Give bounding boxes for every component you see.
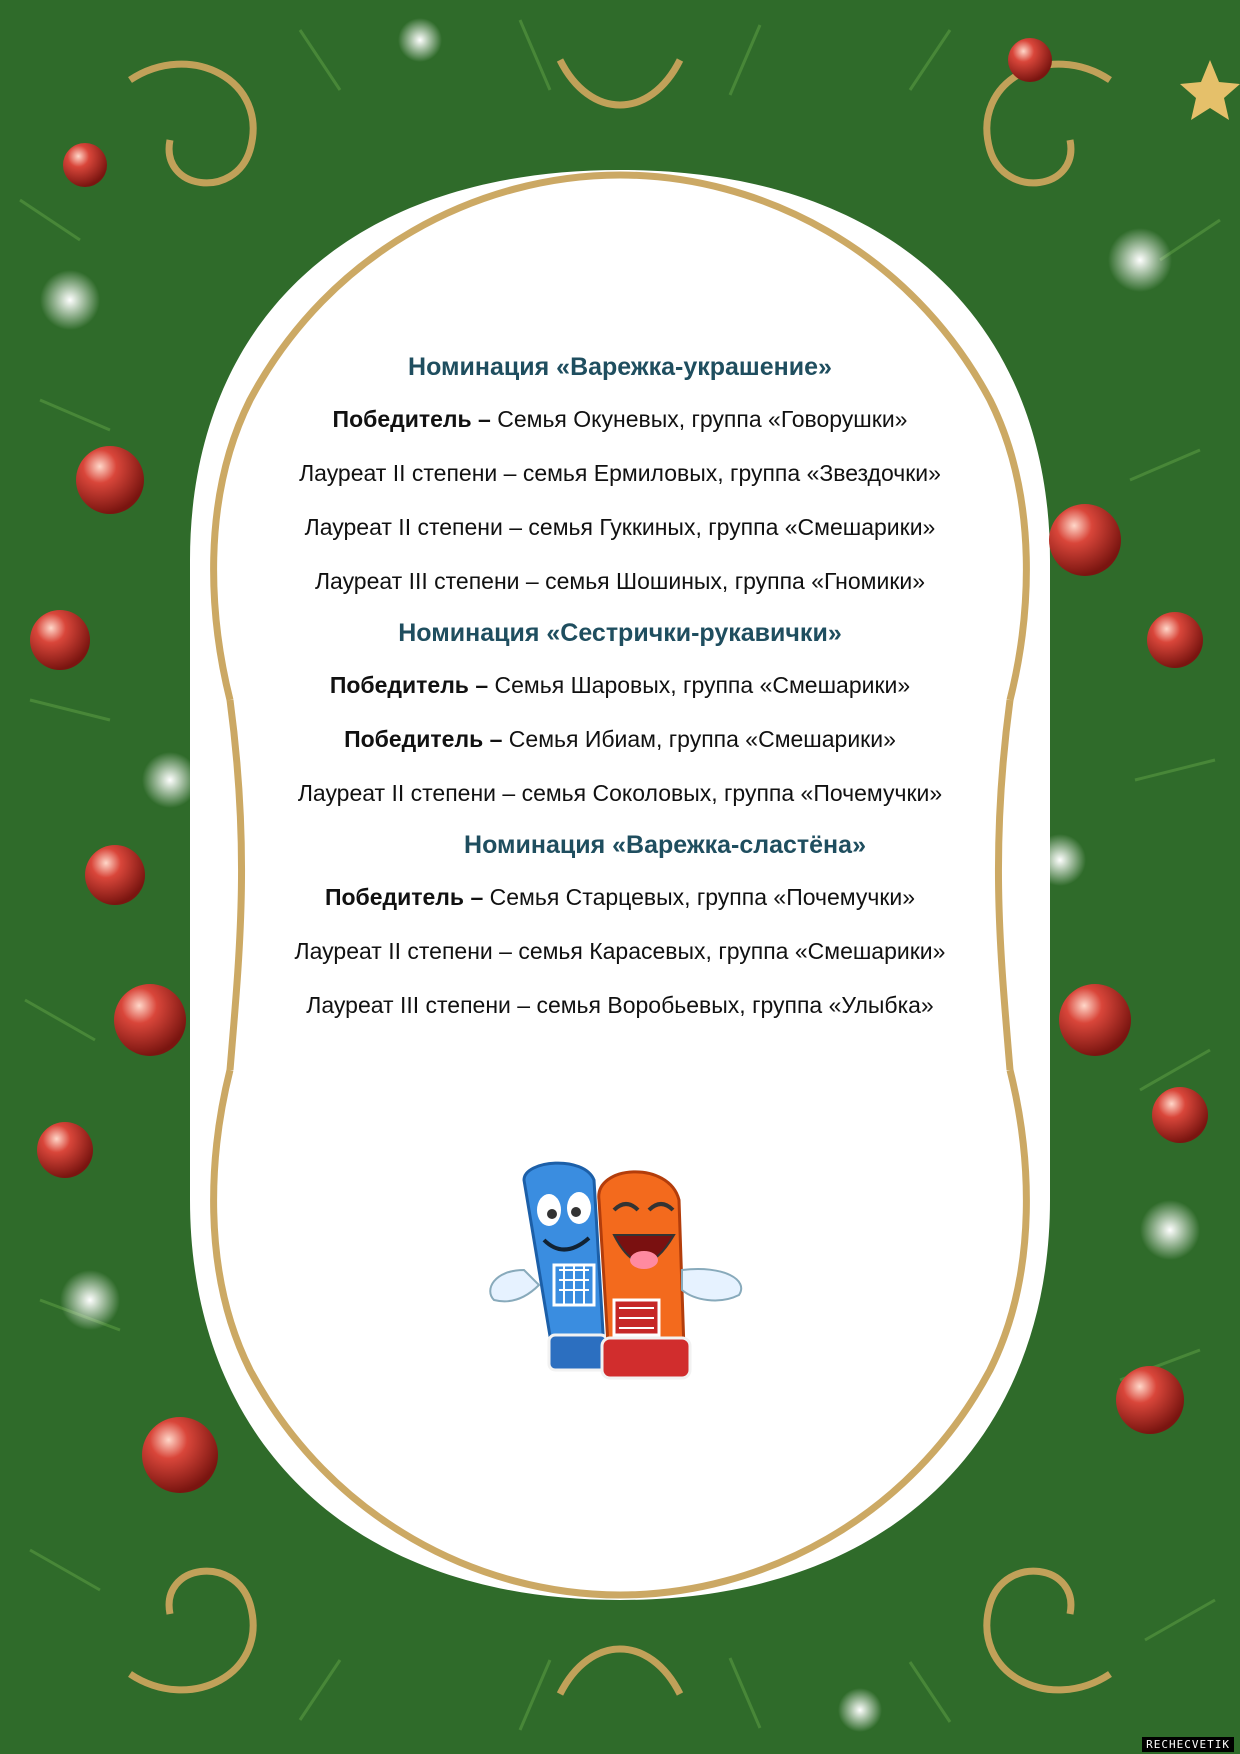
entry-text: Лауреат III степени – семья Воробьевых, группа «Улыбка» bbox=[306, 992, 934, 1018]
entry-text: Лауреат II степени – семья Ермиловых, группа «Звездочки» bbox=[299, 460, 941, 486]
entry-text: Семья Ибиам, группа «Смешарики» bbox=[508, 726, 896, 752]
entry-text: Семья Окуневых, группа «Говорушки» bbox=[497, 406, 908, 432]
entry-label: Победитель – bbox=[332, 406, 491, 432]
entry-text: Лауреат II степени – семья Соколовых, группа «Почемучки» bbox=[297, 780, 943, 806]
entry-line bbox=[255, 670, 985, 700]
section-heading-2: Номинация «Сестрички-рукавички» bbox=[398, 619, 842, 647]
entry-text: Лауреат II степени – семья Гуккиных, группа «Смешарики» bbox=[304, 514, 936, 540]
section-heading-3: Номинация «Варежка-сластёна» bbox=[464, 831, 866, 859]
entry-text: Семья Шаровых, группа «Смешарики» bbox=[494, 672, 911, 698]
entry-line bbox=[255, 404, 985, 434]
mittens-illustration bbox=[484, 1160, 754, 1400]
entry-text: Лауреат II степени – семья Карасевых, группа «Смешарики» bbox=[294, 938, 946, 964]
entry-label: Победитель – bbox=[329, 672, 489, 698]
entry-text: Лауреат III степени – семья Шошиных, группа «Гномики» bbox=[314, 568, 926, 594]
watermark: RECHECVETIK bbox=[1142, 1737, 1234, 1752]
entry-line bbox=[255, 512, 985, 542]
entry-label: Победитель – bbox=[324, 884, 484, 910]
entry-line bbox=[255, 566, 985, 596]
winners-list bbox=[255, 352, 985, 1020]
entry-text: Семья Старцевых, группа «Почемучки» bbox=[489, 884, 916, 910]
entry-line bbox=[255, 936, 985, 966]
orange-mitten-icon bbox=[599, 1172, 741, 1378]
entry-line bbox=[255, 724, 985, 754]
entry-line bbox=[255, 990, 985, 1020]
entry-label: Победитель – bbox=[344, 726, 503, 752]
blue-mitten-icon bbox=[490, 1163, 607, 1370]
entry-line bbox=[255, 882, 985, 912]
entry-line bbox=[255, 778, 985, 808]
entry-line bbox=[255, 458, 985, 488]
section-heading-1: Номинация «Варежка-украшение» bbox=[408, 353, 832, 381]
